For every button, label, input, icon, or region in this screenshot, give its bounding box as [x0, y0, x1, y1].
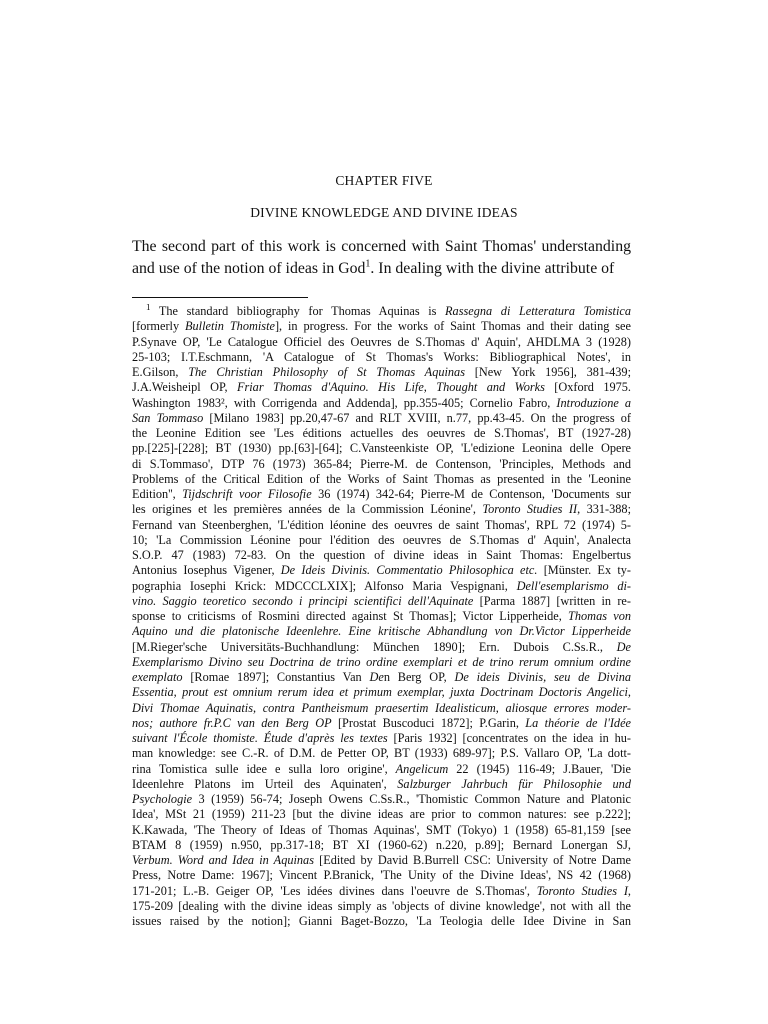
- footnote-line-text: sponse to criticisms of Rosmini directed against St Thomas]; Victor Lipperheide, Thomas von: [132, 609, 631, 623]
- footnote-line: [132, 914, 631, 929]
- footnote-line-text: K.Kawada, 'The Theory of Ideas of Thomas Aquinas', SMT (Tokyo) 1 (1958) 65-81,159 [see: [132, 822, 631, 837]
- footnote-line: [132, 548, 631, 563]
- footnote-line-text: Verbum. Word and Idea in Aquinas [Edited by David B.Burrell CSC: University of Notre Dame: [132, 853, 631, 867]
- footnote-line-text: pographia Iosephi Krick: MDCCCLXIX]; Alfonso Maria Vespignani, Dell'esemplarismo di-: [132, 578, 631, 593]
- footnote-line-text: P.Synave OP, 'Le Catalogue Officiel des Oeuvres de S.Thomas d' Aquin', AHDLMA 3 (1928): [132, 334, 631, 349]
- body-text: The second part of this work is concerned with Saint Thomas' understanding and use of the notion of ideas in God: [132, 238, 631, 277]
- footnote-line-text: les origines et les premières années de la Commission Léonine', Toronto Studies II, 331-388;: [132, 502, 631, 517]
- footnote: [132, 304, 631, 929]
- footnote-reference[interactable]: 1: [365, 258, 371, 270]
- footnote-line: [132, 716, 631, 731]
- footnote-line-text: San Tommaso [Milano 1983] pp.20,47-67 and RLT XVIII, n.77, pp.43-45. On the progress of: [132, 410, 631, 425]
- footnote-line-text: the Leonine Edition see 'Les éditions actuelles des oeuvres de S.Thomas', BT (1927-28): [132, 426, 631, 440]
- footnote-line-text: Idea', MSt 21 (1959) 211-23 [but the divine ideas are prior to common natures: see p.222];: [132, 807, 631, 822]
- footnote-line-text: 171-201; L.-B. Geiger OP, 'Les idées divines dans l'oeuvre de S.Thomas', Toronto Studies I,: [132, 883, 631, 898]
- footnote-line-text: suivant l'École thomiste. Étude d'après les textes [Paris 1932] [concentrates on the idea in hu-: [132, 731, 631, 745]
- footnote-line-text: Essentia, prout est omnium rerum idea et primum exemplar, juxta Doctrinam Doctoris Angelici,: [132, 685, 631, 700]
- footnote-line: [132, 350, 631, 365]
- footnote-line: [132, 701, 631, 716]
- footnote-line: [132, 579, 631, 594]
- footnote-line-text: vino. Saggio teoretico secondo i principi scientifici dell'Aquinate [Parma 1887] [written in re-: [132, 593, 631, 608]
- footnote-line-text: Ideenlehre Platons im Urteil des Aquinaten', Salzburger Jahrbuch für Philosophie und: [132, 776, 631, 791]
- footnote-line: [132, 731, 631, 746]
- footnote-line-text: Washington 1983², with Corrigenda and Addenda], pp.355-405; Cornelio Fabro, Introduzione a: [132, 395, 631, 410]
- footnote-line-text: Exemplarismo Divino seu Doctrina de trino ordine exemplari et de trino rerum omnium ordine: [132, 654, 631, 669]
- footnote-line: [132, 594, 631, 609]
- footnote-line: [132, 868, 631, 883]
- footnote-line-text: E.Gilson, The Christian Philosophy of St Thomas Aquinas [New York 1956], 381-439;: [132, 365, 631, 379]
- footnote-line-text: Problems of the Critical Edition of the Works of Saint Thomas as presented in the 'Leonine: [132, 471, 631, 486]
- footnote-line: [132, 441, 631, 456]
- footnote-line-text: Aquino und die platonische Ideenlehre. Eine kritische Abhandlung von Dr.Victor Lipperheide: [132, 624, 631, 639]
- chapter-number: CHAPTER FIVE: [335, 173, 433, 188]
- footnote-line: [132, 335, 631, 350]
- footnote-line: [132, 319, 631, 334]
- footnote-line: [132, 746, 631, 761]
- footnote-line: [132, 807, 631, 822]
- footnote-line-text: J.A.Weisheipl OP, Friar Thomas d'Aquino. His Life, Thought and Works [Oxford 1975.: [132, 380, 631, 395]
- footnote-line: [132, 823, 631, 838]
- footnote-separator: [132, 297, 308, 298]
- footnote-line: [132, 792, 631, 807]
- footnote-line-text: Antonius Iosephus Vigener, De Ideis Divinis. Commentatio Philosophica etc. [Münster. Ex ty-: [132, 563, 631, 578]
- footnote-line: [132, 777, 631, 792]
- chapter-title: DIVINE KNOWLEDGE AND DIVINE IDEAS: [250, 205, 518, 220]
- body-paragraph: [132, 236, 631, 280]
- footnote-line-text: man knowledge: see C.-R. of D.M. de Petter OP, BT (1933) 689-97]; P.S. Vallaro OP, 'La dott-: [132, 746, 631, 761]
- footnote-line: [132, 655, 631, 670]
- footnote-number: 1: [146, 304, 151, 312]
- footnote-line: [132, 396, 631, 411]
- footnote-line: [132, 411, 631, 426]
- footnote-line-text: Edition'', Tijdschrift voor Filosofie 36 (1974) 342-64; Pierre-M de Contenson, 'Documents sur: [132, 487, 631, 501]
- footnote-line-text: rina Tomistica sulle idee e sulla loro origine', Angelicum 22 (1945) 116-49; J.Bauer, 'Die: [132, 761, 631, 776]
- footnote-line-text: 10; 'La Commission Léonine pour l'édition des oeuvres de S.Thomas d' Aquin', Analecta: [132, 532, 631, 547]
- footnote-line-text: pp.[225]-[228]; BT (1930) pp.[63]-[64]; C.Vansteenkiste OP, 'L'edizione Leonina delle Opere: [132, 441, 631, 456]
- footnote-line: [132, 762, 631, 777]
- footnote-line: [132, 304, 631, 319]
- footnote-line: [132, 380, 631, 395]
- footnote-line: [132, 472, 631, 487]
- footnote-line: [132, 685, 631, 700]
- footnote-line: [132, 518, 631, 533]
- footnote-line-text: 25-103; I.T.Eschmann, 'A Catalogue of St Thomas's Works: Bibliographical Notes', in: [132, 349, 631, 364]
- footnote-line: [132, 640, 631, 655]
- footnote-line: [132, 899, 631, 914]
- footnote-line-text: [M.Rieger'sche Universitäts-Buchhandlung: München 1890]; Ern. Dubois C.Ss.R., De: [132, 639, 631, 654]
- footnote-line: [132, 838, 631, 853]
- footnote-line-text: 175-209 [dealing with the divine ideas simply as 'objects of divine knowledge', not with all the: [132, 898, 631, 913]
- footnote-line-text: exemplato [Romae 1897]; Constantius Van Den Berg OP, De ideis Divinis, seu de Divina: [132, 670, 631, 684]
- footnote-line: [132, 884, 631, 899]
- footnote-line: [132, 670, 631, 685]
- footnote-line-text: issues raised by the notion]; Gianni Baget-Bozzo, 'La Teologia delle Idee Divine in San: [132, 914, 631, 928]
- footnote-line: [132, 502, 631, 517]
- footnote-line: [132, 487, 631, 502]
- footnote-line: [132, 426, 631, 441]
- footnote-line-text: The standard bibliography for Thomas Aquinas is Rassegna di Letteratura Tomistica: [158, 304, 631, 318]
- footnote-line: [132, 365, 631, 380]
- footnote-line-text: Press, Notre Dame: 1967]; Vincent P.Branick, 'The Unity of the Divine Ideas', NS 42 (1968): [132, 868, 631, 883]
- footnote-line-text: di S.Tommaso', DTP 76 (1973) 365-84; Pierre-M. de Contenson, 'Principles, Methods and: [132, 456, 631, 471]
- footnote-line-text: [formerly Bulletin Thomiste], in progress. For the works of Saint Thomas and their dating see: [132, 319, 631, 334]
- footnote-line: [132, 624, 631, 639]
- footnote-line-text: Divi Thomae Aquinatis, contra Pantheismum praesertim Idealisticum, aliosque errores moder-: [132, 700, 631, 715]
- footnote-line-text: Fernand van Steenberghen, 'L'édition léonine des oeuvres de saint Thomas', RPL 72 (1974) 5-: [132, 517, 631, 532]
- footnote-line: [132, 457, 631, 472]
- footnote-line: [132, 533, 631, 548]
- footnote-line-text: BTAM 8 (1959) n.950, pp.317-18; BT XI (1960-62) n.220, p.89]; Bernard Lonergan SJ,: [132, 837, 631, 852]
- footnote-line-text: Psychologie 3 (1959) 56-74; Joseph Owens C.Ss.R., 'Thomistic Common Nature and Platonic: [132, 792, 631, 806]
- footnote-line: [132, 853, 631, 868]
- footnote-line-text: nos; authore fr.P.C van den Berg OP [Prostat Buscoduci 1872]; P.Garin, La théorie de l'Idée: [132, 715, 631, 730]
- body-text-continued: . In dealing with the divine attribute of: [370, 260, 615, 277]
- footnote-line: [132, 563, 631, 578]
- footnote-line: [132, 609, 631, 624]
- footnote-line-text: S.O.P. 47 (1983) 72-83. On the question of divine ideas in Saint Thomas: Engelbertus: [132, 548, 631, 562]
